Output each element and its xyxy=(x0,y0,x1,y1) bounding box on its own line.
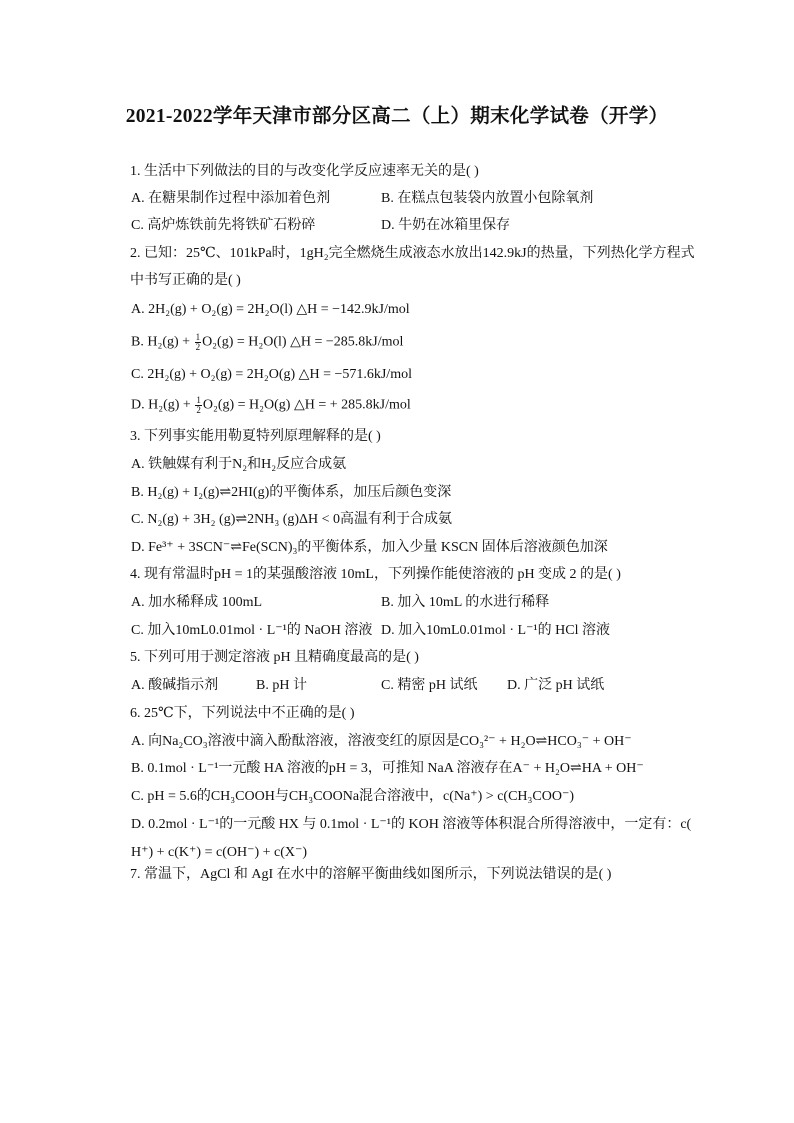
q2-option-d-prefix: D. H₂(g) + xyxy=(131,397,195,413)
q4-option-b: B. 加入 10mL 的水进行稀释 xyxy=(381,595,550,610)
q1-stem: 1. 生活中下列做法的目的与改变化学反应速率无关的是( ) xyxy=(130,164,479,179)
half-fraction xyxy=(195,333,202,352)
half-fraction xyxy=(195,396,202,415)
q6-option-d-line1: D. 0.2mol · L⁻¹的一元酸 HX 与 0.1mol · L⁻¹的 KOH 溶液等体积混合所得溶液中，一定有：c( xyxy=(131,817,692,832)
q6-option-c: C. pH = 5.6的CH₃COOH与CH₃COONa混合溶液中，c(Na⁺) > c(CH₃COO⁻) xyxy=(131,789,575,804)
fraction-denominator: 2 xyxy=(195,342,201,352)
q2-stem-line2: 中书写正确的是( ) xyxy=(130,273,241,288)
q3-option-d: D. Fe³⁺ + 3SCN⁻⇌Fe(SCN)₃的平衡体系，加入少量 KSCN 固体后溶液颜色加深 xyxy=(131,540,608,555)
q1-option-b: B. 在糕点包装袋内放置小包除氧剂 xyxy=(381,191,594,206)
q3-option-b: B. H₂(g) + I₂(g)⇌2HI(g)的平衡体系，加压后颜色变深 xyxy=(131,485,452,500)
q2-option-b-prefix: B. H₂(g) + xyxy=(131,334,194,350)
page-title: 2021-2022学年天津市部分区高二（上）期末化学试卷（开学） xyxy=(125,106,669,127)
fraction-denominator: 2 xyxy=(196,405,201,415)
q2-option-c: C. 2H₂(g) + O₂(g) = 2H₂O(g) △H = −571.6kJ/mol xyxy=(131,367,412,382)
q2-option-b-suffix: O₂(g) = H₂O(l) △H = −285.8kJ/mol xyxy=(202,334,404,350)
q6-stem: 6. 25℃下，下列说法中不正确的是( ) xyxy=(130,706,355,721)
fraction-numerator: 1 xyxy=(196,395,201,405)
q6-option-a: A. 向Na₂CO₃溶液中滴入酚酞溶液，溶液变红的原因是CO₃²⁻ + H₂O⇌HCO₃⁻ + OH⁻ xyxy=(131,734,632,749)
q4-option-c: C. 加入10mL0.01mol · L⁻¹的 NaOH 溶液 xyxy=(131,623,373,638)
q5-option-c: C. 精密 pH 试纸 xyxy=(381,678,478,693)
q5-option-a: A. 酸碱指示剂 xyxy=(131,678,219,693)
q2-option-a: A. 2H₂(g) + O₂(g) = 2H₂O(l) △H = −142.9kJ/mol xyxy=(131,302,410,317)
q3-option-a: A. 铁触媒有利于N₂和H₂反应合成氨 xyxy=(131,457,347,472)
q5-option-d: D. 广泛 pH 试纸 xyxy=(507,678,605,693)
q7-stem: 7. 常温下，AgCl 和 AgI 在水中的溶解平衡曲线如图所示，下列说法错误的是( ) xyxy=(130,867,612,882)
q4-option-d: D. 加入10mL0.01mol · L⁻¹的 HCl 溶液 xyxy=(381,623,610,638)
q5-stem: 5. 下列可用于测定溶液 pH 且精确度最高的是( ) xyxy=(130,650,419,665)
q3-option-c: C. N₂(g) + 3H₂ (g)⇌2NH₃ (g)ΔH < 0高温有利于合成氨 xyxy=(131,512,453,527)
q2-stem-line1: 2. 已知：25℃、101kPa时，1gH₂完全燃烧生成液态水放出142.9kJ的热量，下列热化学方程式 xyxy=(130,246,695,261)
q4-option-a: A. 加水稀释成 100mL xyxy=(131,595,263,610)
q3-stem: 3. 下列事实能用勒夏特列原理解释的是( ) xyxy=(130,429,381,444)
q1-option-c: C. 高炉炼铁前先将铁矿石粉碎 xyxy=(131,218,316,233)
q2-option-b xyxy=(131,333,403,352)
q2-option-d xyxy=(131,396,411,415)
q4-stem: 4. 现有常温时pH = 1的某强酸溶液 10mL，下列操作能使溶液的 pH 变成 2 的是( ) xyxy=(130,567,621,582)
fraction-numerator: 1 xyxy=(195,332,201,342)
q5-option-b: B. pH 计 xyxy=(256,678,307,693)
q1-option-d: D. 牛奶在冰箱里保存 xyxy=(381,218,511,233)
q6-option-d-line2: H⁺) + c(K⁺) = c(OH⁻) + c(X⁻) xyxy=(131,845,308,860)
q1-option-a: A. 在糖果制作过程中添加着色剂 xyxy=(131,191,331,206)
q6-option-b: B. 0.1mol · L⁻¹一元酸 HA 溶液的pH = 3，可推知 NaA 溶液存在A⁻ + H₂O⇌HA + OH⁻ xyxy=(131,761,644,776)
q2-option-d-suffix: O₂(g) = H₂O(g) △H = + 285.8kJ/mol xyxy=(202,397,411,413)
